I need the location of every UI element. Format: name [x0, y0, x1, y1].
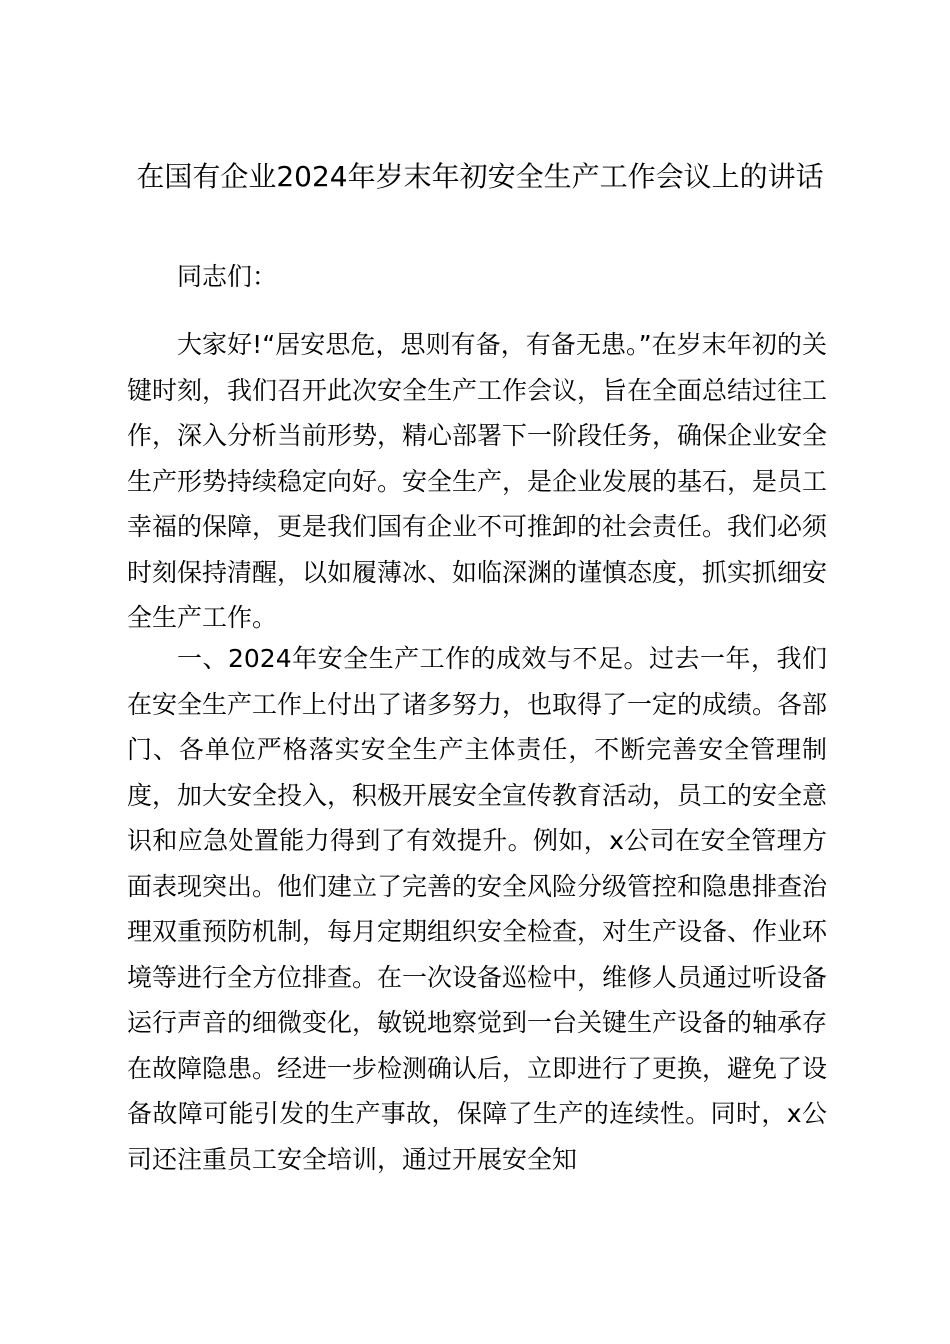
salutation: 同志们： [177, 262, 278, 291]
paragraph-section-one: 一、2024年安全生产工作的成效与不足。过去一年，我们在安全生产工作上付出了诸多努力，也取得了一定的成绩。各部门、各单位严格落实安全生产主体责任，不断完善安全管理制度，加大安全投入，积极开展安全宣传教育活动，员工的安全意识和应急处置能力得到了有效提升。例如，x公司在安全管理方面表现突出。他们建立了完善的安全风险分级管控和隐患排查治理双重预防机制，每月定期组织安全检查，对生产设备、作业环境等进行全方位排查。在一次设备巡检中，维修人员通过听设备运行声音的细微变化，敏锐地察觉到一台关键生产设备的轴承存在故障隐患。经进一步检测确认后，立即进行了更换，避免了设备故障可能引发的生产事故，保障了生产的连续性。同时，x公司还注重员工安全培训，通过开展安全知 [127, 644, 828, 1174]
paragraph-opening: 大家好!“居安思危，思则有备，有备无患。”在岁末年初的关键时刻，我们召开此次安全生产工作会议，旨在全面总结过往工作，深入分析当前形势，精心部署下一阶段任务，确保企业安全生产形势持续稳定向好。安全生产，是企业发展的基石，是员工幸福的保障，更是我们国有企业不可推卸的社会责任。我们必须时刻保持清醒，以如履薄冰、如临深渊的谨慎态度，抓实抓细安全生产工作。 [127, 330, 828, 632]
document-title: 在国有企业2024年岁末年初安全生产工作会议上的讲话 [136, 160, 824, 193]
